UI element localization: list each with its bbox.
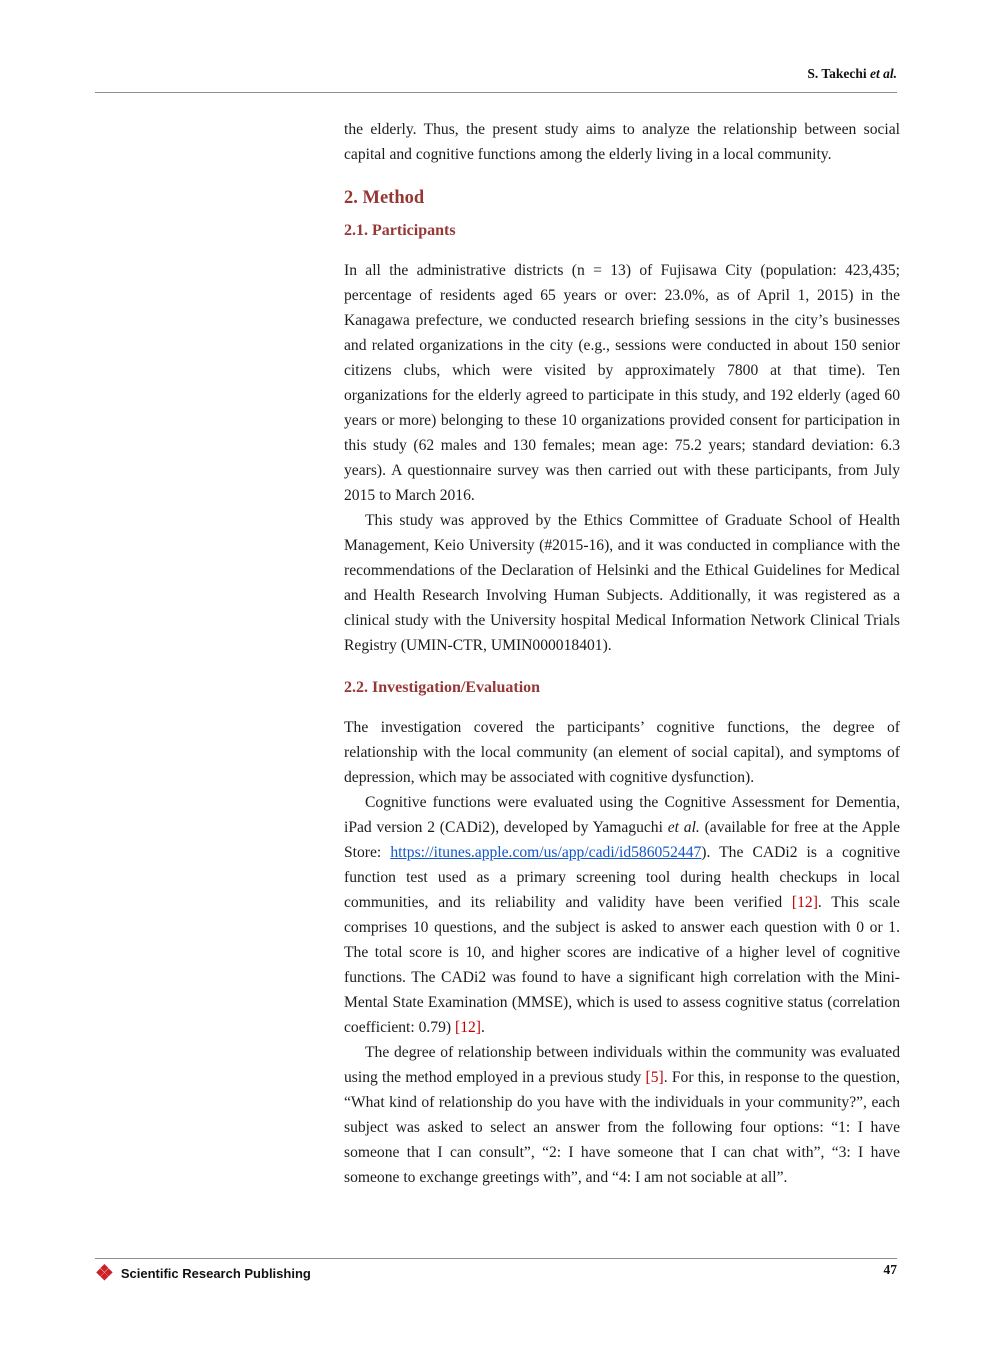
- publisher-brand: [95, 1263, 311, 1284]
- section-heading-method: 2. Method: [344, 188, 425, 208]
- footer-rule: [95, 1258, 897, 1259]
- italic-text: et al.: [667, 819, 700, 836]
- paragraph-participants-1: In all the administrative districts (n = 13) of Fujisawa City (population: 423,435; percentage of residents aged 65 years or over: 23.0%, as of April 1, 2015) in the Kanagawa prefecture, we conducted research briefing sessions in the city’s businesses and related organizations in the city (e.g., sessions were conducted in about 150 senior citizens clubs, which were visited by approximately 7800 at that time). Ten organizations for the elderly agreed to participate in this study, and 192 elderly (aged 60 years or more) belonging to these 10 organizations provided consent for participation in this study (62 males and 130 females; mean age: 75.2 years; standard deviation: 6.3 years). A questionnaire survey was then carried out with these participants, from July 2015 to March 2016.: [344, 262, 900, 504]
- header-rule: [95, 92, 897, 93]
- italic-text: et al.: [870, 66, 897, 81]
- page-number: 47: [883, 1262, 897, 1277]
- reference-citation[interactable]: [5]: [645, 1069, 664, 1086]
- paragraph-investigation-2: Cognitive functions were evaluated using the Cognitive Assessment for Dementia, iPad version 2 (CADi2), developed by Yamaguchi et al. (available for free at the Apple Store: https://itunes.apple.com/us/app/cadi/id586052447). The CADi2 is a cognitive function test used as a primary screening tool during health checkups in local communities, and its reliability and validity have been verified [12]. This scale comprises 10 questions, and the subject is asked to answer each question with 0 or 1. The total score is 10, and higher scores are indicative of a higher level of cognitive functions. The CADi2 was found to have a significant high correlation with the Mini-Mental State Examination (MMSE), which is used to assess cognitive status (correlation coefficient: 0.79) [12].: [344, 794, 900, 1036]
- subsection-heading-participants: 2.1. Participants: [344, 222, 456, 239]
- paragraph-investigation-3: The degree of relationship between individuals within the community was evaluated using the method employed in a previous study [5]. For this, in response to the question, “What kind of relationship do you have with the individuals in your community?”, each subject was asked to select an answer from the following four options: “1: I have someone that I can consult”, “2: I have someone that I can chat with”, “3: I have someone to exchange greetings with”, and “4: I am not sociable at all”.: [344, 1044, 900, 1186]
- publisher-name: Scientific Research Publishing: [120, 1266, 311, 1281]
- reference-citation[interactable]: [12]: [791, 894, 818, 911]
- subsection-heading-investigation: 2.2. Investigation/Evaluation: [344, 679, 541, 696]
- reference-citation[interactable]: [12]: [455, 1019, 481, 1036]
- paragraph-intro: the elderly. Thus, the present study aims to analyze the relationship between social capital and cognitive functions among the elderly living in a local community.: [344, 121, 900, 163]
- external-link[interactable]: https://itunes.apple.com/us/app/cadi/id586052447: [390, 844, 702, 861]
- page-content: [344, 117, 900, 1190]
- paragraph-investigation-1: The investigation covered the participants’ cognitive functions, the degree of relationship with the local community (an element of social capital), and symptoms of depression, which may be associated with cognitive dysfunction).: [344, 719, 900, 786]
- scirp-logo-icon: ❖: [95, 1262, 114, 1285]
- running-head: S. Takechi et al.: [807, 66, 897, 81]
- paragraph-participants-2: This study was approved by the Ethics Committee of Graduate School of Health Management, Keio University (#2015-16), and it was conducted in compliance with the recommendations of the Declaration of Helsinki and the Ethical Guidelines for Medical and Health Research Involving Human Subjects. Additionally, it was registered as a clinical study with the University hospital Medical Information Network Clinical Trials Registry (UMIN-CTR, UMIN000018401).: [344, 512, 900, 654]
